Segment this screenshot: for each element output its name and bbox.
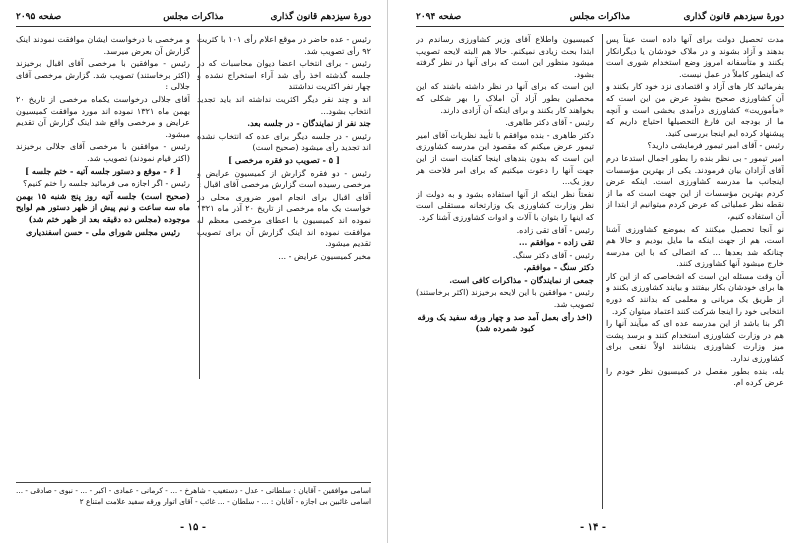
left-page-header <box>16 12 371 27</box>
column-divider <box>602 34 603 509</box>
left-page-left-col-paragraph: رئیس - اگر اجازه می فرمائید جلسه را ختم کنیم؟ <box>23 178 190 189</box>
right-page-right-col-paragraph: اگر بنا باشد از این مدرسه عده ای که میآیند آنها را هم در وزارت کشاورزی استخدام کنند و برسد پشت میز وزارت کشاورزی بنشانند اولاً نفعی برای کشاورزی ندارد. <box>606 318 784 364</box>
left-page-right-col-paragraph: آقای اقبال برای انجام امور ضروری محلی در خواست یک ماه مرخصی از تاریخ ۲۰ آذر ماه ۱۳۲۱ نموده اند کمیسیون با اعطای مرخصی معظم له موافقت نموده اند اینک گزارش آن برای تصویب تقدیم میشود. <box>197 191 371 249</box>
left-page-left-col-paragraph: رئیس - موافقین با مرخصی آقای جلالی برخیزند (اکثر قیام نمودند) تصویب شد. <box>16 141 190 163</box>
right-page-left-col-paragraph: کمیسیون واطلاع آقای وزیر کشاورزی رساندم در ابتدا بحث زیادی نمیکنم. حالا هم البته لایحه تصویب میشود منظور این است که برای آنها در نظر گرفته بشود. <box>416 34 594 79</box>
left-page-left-col-paragraph: [ ۶ - موقع و دستور جلسه آتیه - ختم جلسه ] <box>25 165 181 176</box>
left-page-left-col-paragraph: آقای جلالی درخواست یکماه مرخصی از تاریخ ۲۰ بهمن ماه ۱۳۲۱ نموده اند مورد موافقت کمیسیون عرایض و مرخصی واقع شد اینک گزارش آن تقدیم میشود. <box>16 93 190 139</box>
left-page-right-col-paragraph: جند نفر از نمایندگان - در جلسه بعد. <box>247 118 371 129</box>
right-page-left-col-paragraph: جمعی از نمایندگان - مذاکرات کافی است. <box>449 274 594 285</box>
left-page-folio: - ۱۵ - <box>180 522 207 533</box>
left-page-center-title: مذاکرات مجلس <box>163 12 224 22</box>
right-page-center-title: مذاکرات مجلس <box>569 12 631 22</box>
right-page-left-col-paragraph: رئیس - موافقین با این لایحه برخیزند (اکثر برخاستند) تصویب شد. <box>416 287 594 310</box>
right-page-right-column <box>606 34 784 509</box>
left-page-footnote: اسامی موافقین - آقایان : سلطانی - عدل - دستغیب - شاهرخ - ... - کرمانی - عمادی - اکبر - ... - نبوی - صادقی - ... اسامی غائبین بی اجازه - آقایان : ... - سلطان - ... غائب - آقای اتوار ورقه سفید علامت امتناع ۲ <box>16 482 371 507</box>
left-page-right-col-paragraph: [ ۵ - تصویب دو فقره مرخصی ] <box>228 154 340 165</box>
right-page-right-col-paragraph: آن وقت مسئله این است که اشخاصی که از این کار ها برای خودشان بکار بیفتند و بیایند کشاورزی بکنند و از طریق یک مربانی و معلمی که بدانند که دوره انتخابی خود را اینجا شرکت کنند اعتماد میتوان کرد. <box>606 270 784 316</box>
right-page-right-col-paragraph: امیر تیمور - بی نظر بنده را بطور اجمال استدعا درم آقای آزادان بیان فرمودند. یکی از بهترین مؤسسات اینجانب ما مدرسه کشاورزی است. اینکه عرض کردم بهترین مؤسسات از این جهت است که ما از نقطه نظر عملیاتی که عرض کردم میتوانیم از ابتدا از آن استفاده کنیم، <box>606 152 784 221</box>
right-page-left-col-paragraph: این است که برای آنها در نظر داشته باشند که این محصلین بطور آزاد آن املاک را بهر شکلی که بخواهند کار بکنند و برای اینکه آن آزادی دارند. <box>416 81 594 115</box>
right-page-left-col-paragraph: رئیس - آقای تقی زاده. <box>516 224 594 235</box>
left-page-right-col-paragraph: رئیس - عده حاضر در موقع اعلام رأی ۱۰۱ با کثریت ۹۲ رأی تصویب شد. <box>197 34 371 56</box>
right-page-left-col-paragraph: رئیس - آقای دکتر طاهری. <box>505 117 594 128</box>
right-page-left-col-paragraph: دکتر سنگ - موافقم. <box>523 262 594 273</box>
right-page-left-column <box>416 34 594 509</box>
left-page-left-col-paragraph: (صحیح است) جلسه آتیه روز پنج شنبه ۱۵ بهمن ماه سه ساعت و نیم پیش از ظهر دستور هم لوایح موجوده (مجلس ده دقیقه بعد از ظهر ختم شد) <box>16 190 190 224</box>
right-page-left-col-paragraph: نفعتاً نظر اینکه از آنها استفاده بشود و به دولت از نظر وزارت کشاورزی یک وزارتخانه مستقلی است که اینها را بتوان با آلات و ادوات کشاورزی آشنا کرد. <box>416 188 594 222</box>
left-page <box>0 0 388 543</box>
left-page-right-col-paragraph: رئیس - برای انتخاب اعضا دیوان محاسبات که در جلسه گذشته اخذ رأی شد آراء استخراج نشده و چهار نفر اکثریت نداشتند <box>197 58 371 92</box>
right-page-session-title: دورهٔ سیزدهم قانون گذاری <box>683 12 784 22</box>
right-page-right-col-paragraph: رئیس - آقای امیر تیمور فرمایشی دارید؟ <box>647 140 784 151</box>
right-page-folio: - ۱۴ - <box>580 522 607 533</box>
right-page-right-col-paragraph: نو آنجا تحصیل میکنند که بموضع کشاورزی آشنا است، هم از جهت اینکه ما مایل بودیم و حالا هم چنانکه شد بعدها ... که اتصالی که با این مدرسه خارج میشود آنها کشاورزی کنند. <box>606 223 784 269</box>
right-page-right-col-paragraph: بفرمائید کار های آزاد و اقتصادی نزد خود کار بکنند و آن کشاورزی صحیح بشود عرض من این است که «مأموریت» کشاورزی درآمدی بخشی است و آنچه ما از بودجه این فارغ التحصیلها احتیاج داریم که پیشنهاد کرده ایم اینجا بررسی کنید. <box>606 81 784 138</box>
right-page-right-col-paragraph: بله، بنده بطور مفصل در کمیسیون نظر خودم را عرض کرده ام. <box>606 365 784 388</box>
left-page-left-column <box>16 34 190 379</box>
right-page-right-col-paragraph: مدت تحصیل دولت برای آنها داده است عیناً پس بدهند و آزاد بشوند و در ملاک خودشان یا دیگرانکار بکنند و متأسفانه امروز وضع استخدام شوری است که اینطور کاملاً در عمل نیست. <box>606 34 784 79</box>
right-page-left-col-paragraph: تقی زاده - موافقم ... <box>518 237 594 248</box>
left-page-session-title: دورهٔ سیزدهم قانون گذاری <box>270 12 371 22</box>
left-page-left-col-paragraph: رئیس مجلس شورای ملی - حسن اسفندیاری <box>26 226 180 237</box>
right-page-header <box>416 12 784 27</box>
right-page-number-label: صفحه ۲۰۹۴ <box>416 12 462 22</box>
left-page-number-label: صفحه ۲۰۹۵ <box>16 12 62 22</box>
left-page-right-col-paragraph: رئیس - در جلسه دیگر برای عده که انتخاب نشده اند تجدید رأی میشود (صحیح است) <box>197 130 371 153</box>
column-divider <box>199 34 200 379</box>
right-page-left-col-paragraph: (اخذ رأی بعمل آمد صد و چهار ورقه سفید یک ورقه کبود شمرده شد) <box>417 311 593 334</box>
left-page-right-column <box>197 34 371 509</box>
left-page-left-col-paragraph: رئیس - موافقین با مرخصی آقای اقبال برخیزند (اکثر برخاستند) تصویب شد. گزارش مرخصی آقای جلالی : <box>16 58 190 92</box>
right-page-columns <box>416 34 784 509</box>
right-page <box>400 0 800 543</box>
left-page-columns <box>16 34 371 509</box>
left-page-right-col-paragraph: رئیس - دو فقره گزارش از کمیسیون عرایض و مرخصی رسیده است گزارش مرخصی آقای اقبال : <box>197 167 371 190</box>
left-page-right-col-paragraph: اند و چند نفر دیگر اکثریت نداشته اند باید تجدید انتخاب بشود... <box>197 93 371 116</box>
left-page-right-col-paragraph: مخبر کمیسیون عرایض - ... <box>278 250 371 261</box>
right-page-left-col-paragraph: دکتر طاهری - بنده موافقم با تأیید نظریات آقای امیر تیمور عرض میکنم که مقصود این مدرسه کشاورزی این است که بدون بندهای اینجا کفایت است از این جهت آنها را دعوت میکنیم که برای امر فلاحت هر روز یک... <box>416 129 594 187</box>
right-page-left-col-paragraph: رئیس - آقای دکتر سنگ. <box>512 249 594 260</box>
left-page-left-col-paragraph: و مرخصی با درخواست ایشان موافقت نمودند اینک گزارش آن بعرض میرسد. <box>16 34 190 56</box>
